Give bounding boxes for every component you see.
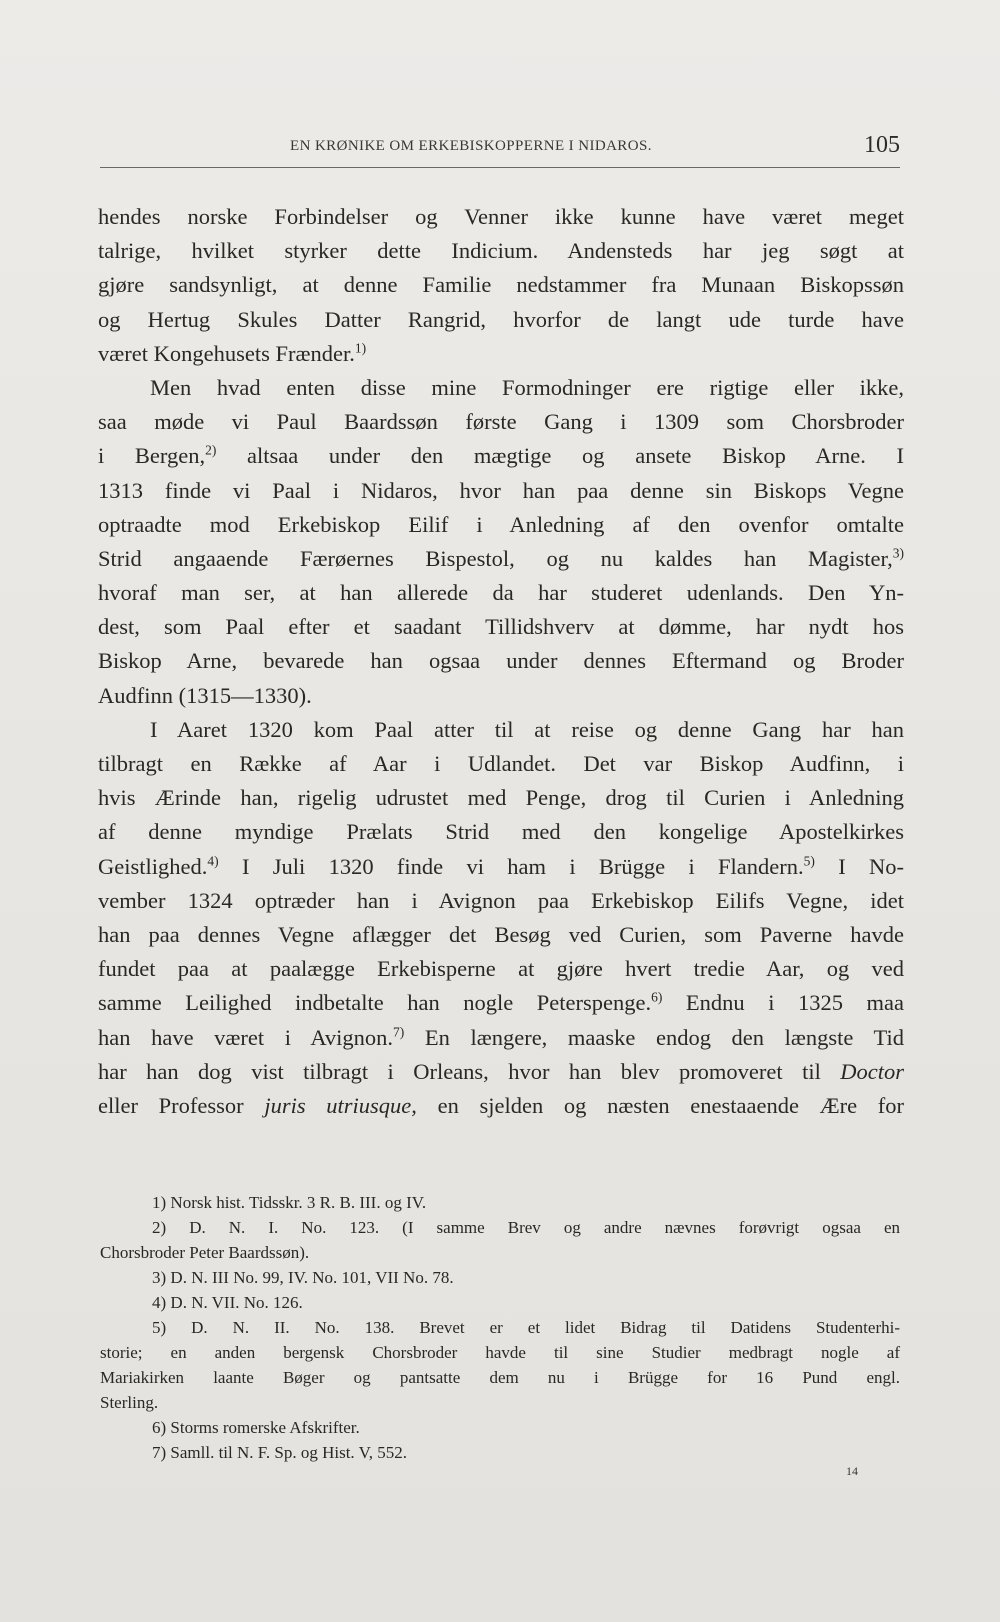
italic-text: Doctor xyxy=(840,1058,904,1084)
footnote: 1) Norsk hist. Tidsskr. 3 R. B. III. og IV. xyxy=(152,1193,427,1212)
page-header xyxy=(100,130,900,164)
text-line: talrige, hvilket styrker dette Indicium. Andensteds har jeg søgt at xyxy=(98,238,904,264)
line-text: været Kongehusets Frænder. xyxy=(98,340,355,366)
text-line: fundet paa at paalægge Erkebisperne at gjøre hvert tredie Aar, og ved xyxy=(98,956,904,982)
footnote-mark: 2) xyxy=(205,442,217,458)
footnote-mark: 6) xyxy=(651,989,663,1005)
text-line: optraadte mod Erkebiskop Eilif i Anledning af den ovenfor omtalte xyxy=(98,511,904,537)
footnote: 5) D. N. II. No. 138. Brevet er et lidet Bidrag til Datidens Studenterhi- xyxy=(152,1318,900,1337)
text-line: 1313 finde vi Paal i Nidaros, hvor han paa denne sin Biskops Vegne xyxy=(98,477,904,503)
line-text: altsaa under den mægtige og ansete Biskop Arne. I xyxy=(247,443,904,469)
text-line: af denne myndige Prælats Strid med den kongelige Apostelkirkes xyxy=(98,819,904,845)
line-text: han have været i Avignon. xyxy=(98,1024,394,1050)
text-line xyxy=(98,850,904,884)
page-number: 105 xyxy=(864,132,900,158)
footnote: storie; en anden bergensk Chorsbroder havde til sine Studier medbragt nogle af xyxy=(100,1343,900,1362)
line-text: I No- xyxy=(838,853,905,879)
text-line: I Aaret 1320 kom Paal atter til at reise og denne Gang har han xyxy=(150,716,904,742)
text-line xyxy=(98,1055,904,1089)
line-text: samme Leilighed indbetalte han nogle Peterspenge. xyxy=(98,990,652,1016)
footnote-mark: 7) xyxy=(393,1024,405,1039)
footnote-mark: 3) xyxy=(892,545,904,561)
footnote: 4) D. N. VII. No. 126. xyxy=(152,1293,303,1312)
text-line: hvis Ærinde han, rigelig udrustet med Penge, drog til Curien i Anledning xyxy=(98,785,904,811)
text-line: hendes norske Forbindelser og Venner ikke kunne have været meget xyxy=(98,204,904,229)
text-line xyxy=(98,986,904,1020)
text-line: Men hvad enten disse mine Formodninger ere rigtige eller ikke, xyxy=(150,374,904,400)
line-text: i Bergen, xyxy=(98,443,206,469)
body-text xyxy=(98,200,904,1123)
text-line: dest, som Paal efter et saadant Tillidshverv at dømme, har nydt hos xyxy=(98,614,904,640)
footnote-mark: 1) xyxy=(354,340,367,356)
line-text: Endnu i 1325 maa xyxy=(685,990,904,1016)
text-line: hvoraf man ser, at han allerede da har studeret udenlands. Den Yn- xyxy=(98,580,904,606)
footnote: 7) Samll. til N. F. Sp. og Hist. V, 552. xyxy=(152,1443,407,1462)
text-line: saa møde vi Paul Baardssøn første Gang i 1309 som Chorsbroder xyxy=(98,409,904,435)
text-line xyxy=(98,542,904,576)
signature-mark: 14 xyxy=(846,1464,858,1478)
line-text: eller Professor xyxy=(98,1092,244,1118)
footnote: 6) Storms romerske Afskrifter. xyxy=(152,1418,360,1437)
text-line: gjøre sandsynligt, at denne Familie nedstammer fra Munaan Biskopssøn xyxy=(98,272,904,298)
italic-text: juris utriusque, xyxy=(264,1092,417,1118)
text-line xyxy=(98,1021,904,1055)
footnote: 2) D. N. I. No. 123. (I samme Brev og andre nævnes forøvrigt ogsaa en xyxy=(152,1218,900,1237)
text-line: han paa dennes Vegne aflægger det Besøg ved Curien, som Paverne havde xyxy=(98,921,904,947)
line-text: Strid angaaende Færøernes Bispestol, og nu kaldes han Magister, xyxy=(98,545,893,571)
text-line: og Hertug Skules Datter Rangrid, hvorfor de langt ude turde have xyxy=(98,306,904,332)
line-text: en sjelden og næsten enestaaende Ære for xyxy=(437,1092,905,1118)
line-text: I Juli 1320 finde vi ham i Brügge i Flandern. xyxy=(241,853,804,879)
footnote: 3) D. N. III No. 99, IV. No. 101, VII No. 78. xyxy=(152,1268,454,1287)
text-line xyxy=(98,337,904,371)
line-text: En længere, maaske endog den længste Tid xyxy=(424,1024,904,1050)
text-line: tilbragt en Række af Aar i Udlandet. Det var Biskop Audfinn, i xyxy=(98,751,904,776)
footnote: Sterling. xyxy=(100,1393,159,1412)
footnote: Chorsbroder Peter Baardssøn). xyxy=(100,1243,310,1262)
footnotes xyxy=(100,1190,900,1465)
text-line: vember 1324 optræder han i Avignon paa Erkebiskop Eilifs Vegne, idet xyxy=(98,887,904,913)
footnote-mark: 4) xyxy=(207,853,219,869)
header-rule xyxy=(100,167,900,168)
line-text: Geistlighed. xyxy=(98,853,208,879)
running-head: EN KRØNIKE OM ERKEBISKOPPERNE I NIDAROS. xyxy=(290,138,652,154)
line-text: har han dog vist tilbragt i Orleans, hvor han blev promoveret til xyxy=(98,1058,821,1084)
footnote: Mariakirken laante Bøger og pantsatte dem nu i Brügge for 16 Pund engl. xyxy=(100,1368,900,1387)
footnote-mark: 5) xyxy=(803,853,815,869)
text-line: Biskop Arne, bevarede han ogsaa under dennes Eftermand og Broder xyxy=(98,648,904,674)
text-line xyxy=(98,1089,904,1123)
text-line: Audfinn (1315—1330). xyxy=(98,682,312,708)
text-line xyxy=(98,439,904,473)
